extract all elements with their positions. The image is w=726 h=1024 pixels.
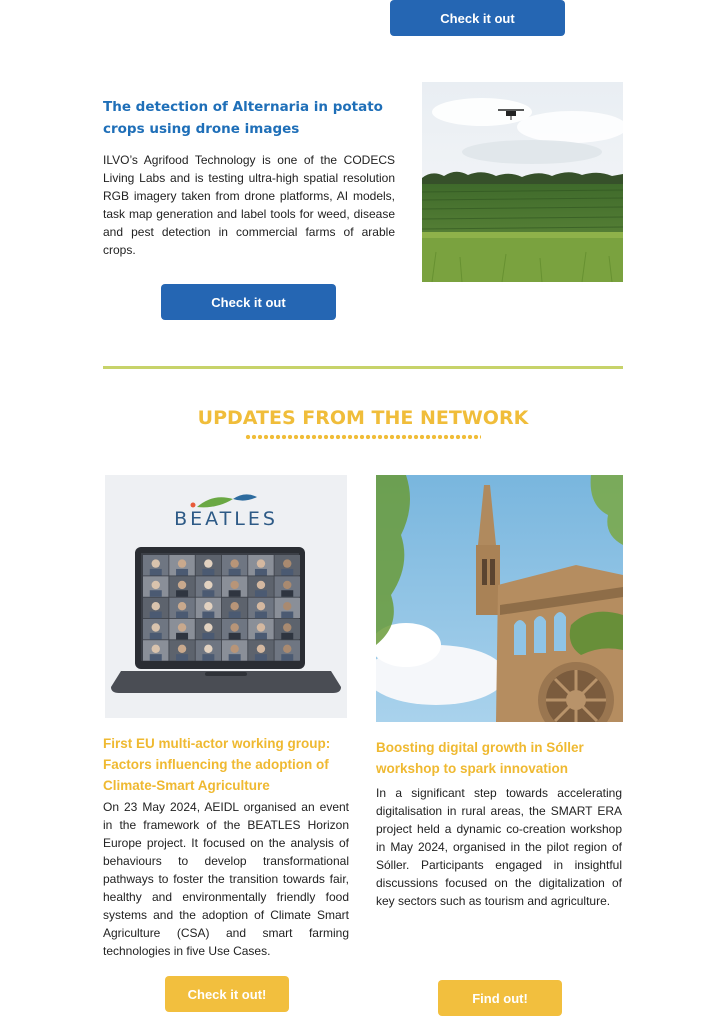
dotted-underline	[245, 434, 481, 440]
beatles-logo-text: BEATLES	[174, 508, 278, 530]
article-body-alternaria: ILVO’s Agrifood Technology is one of the CODECS Living Labs and is testing ultra-high spatial resolution RGB imagery taken from drone platforms, AI models, task map generation and label tools for weed, disease and pest detection in commercial farms of arable crops.	[103, 153, 395, 257]
beatles-laptop-image	[105, 475, 347, 718]
article-title-alternaria: The detection of Alternaria in potato crops using drone images	[103, 99, 383, 137]
card1-check-it-out-button[interactable]: Check it out!	[165, 976, 289, 1012]
soller-church-image	[376, 475, 623, 722]
top-check-it-out-button[interactable]: Check it out	[390, 0, 565, 36]
section-heading: UPDATES FROM THE NETWORK	[197, 407, 529, 429]
card2-title: Boosting digital growth in Sóller workshop to spark innovation	[376, 740, 584, 776]
article-check-it-out-button[interactable]: Check it out	[161, 284, 336, 320]
section-divider	[103, 366, 623, 369]
card1-body: On 23 May 2024, AEIDL organised an event in the framework of the BEATLES Horizon Europe project. It focused on the analysis of behaviours to develop transformational pathways to foster the transition towards fair, healthy and environmentally friendly food systems and the adoption of Climate Smart Agriculture (CSA) and smart farming technologies in five Use Cases.	[103, 800, 349, 958]
card1-title: First EU multi-actor working group: Factors influencing the adoption of Climate-Smart Agriculture	[103, 736, 331, 793]
card2-find-out-button[interactable]: Find out!	[438, 980, 562, 1016]
card2-body: In a significant step towards accelerating digitalisation in rural areas, the SMART ERA project held a dynamic co-creation workshop in May 2024, organised in the pilot region of Sóller. Participants engaged in insightful discussions focused on the digitalization of key sectors such as tourism and agriculture.	[376, 786, 622, 908]
drone-field-image	[422, 82, 623, 282]
